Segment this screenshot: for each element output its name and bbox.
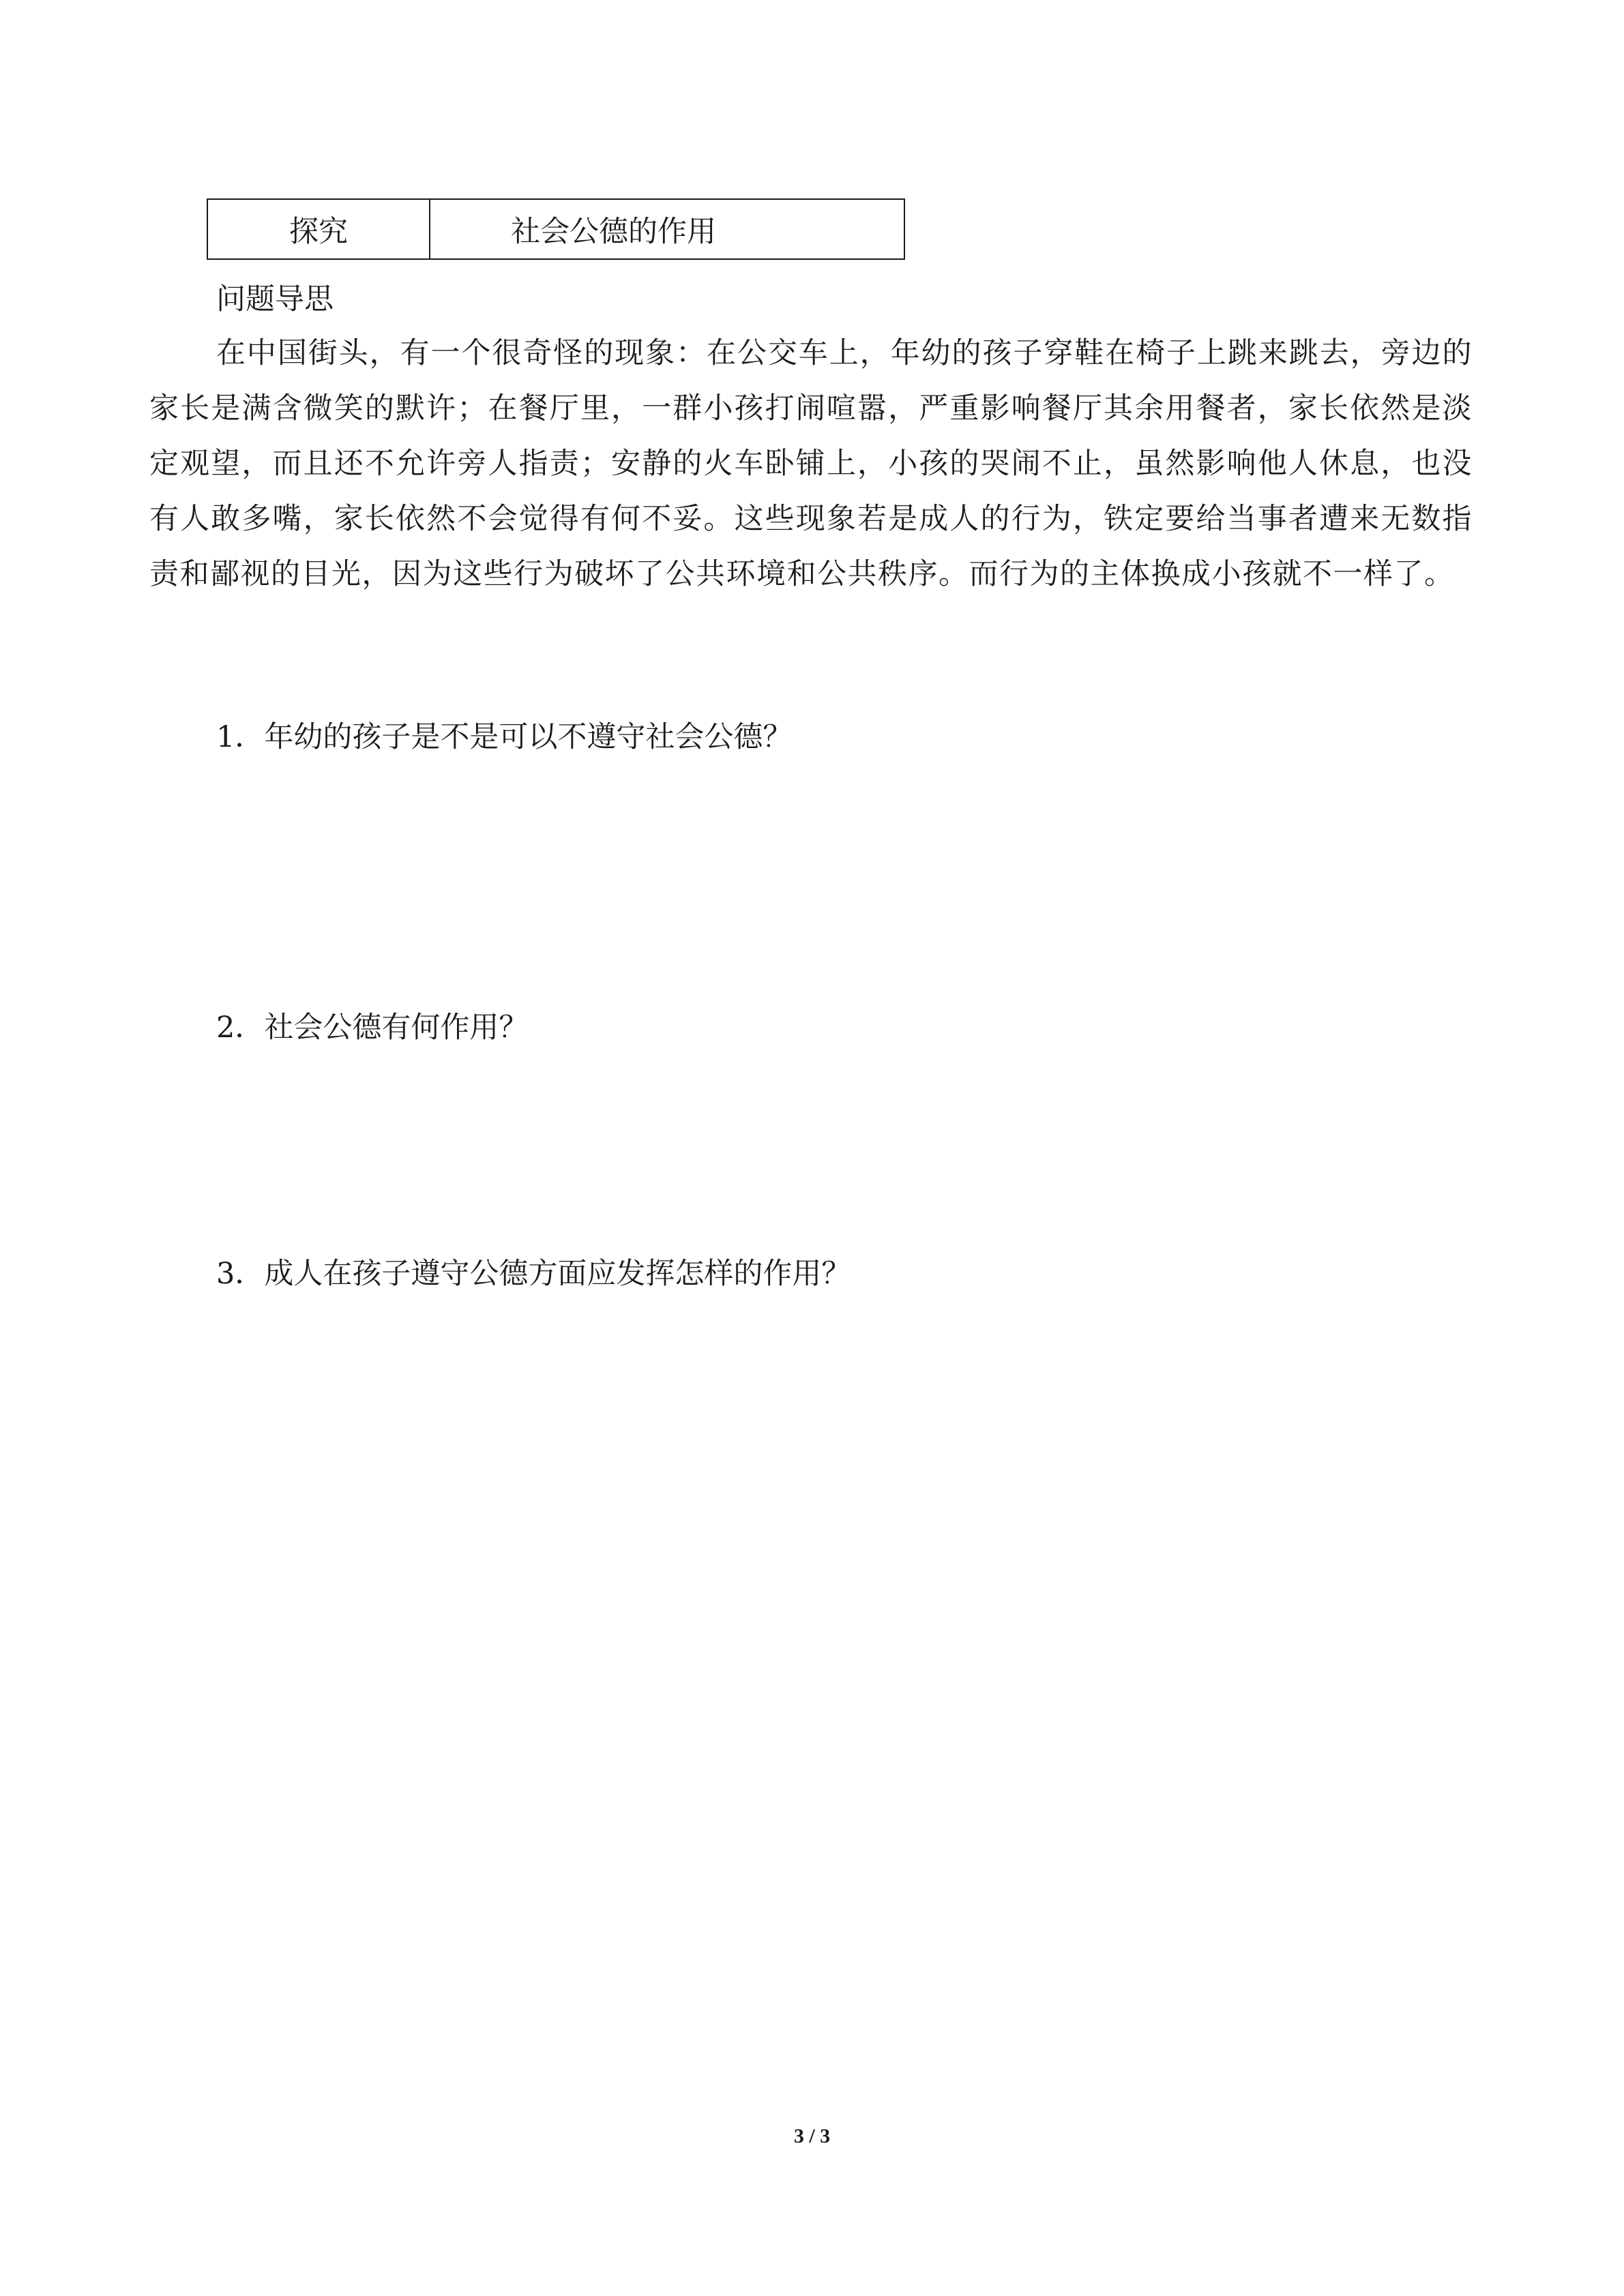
section-heading-table xyxy=(207,198,905,260)
page-number: 3 / 3 xyxy=(793,2125,831,2147)
passage-paragraph: 在中国街头，有一个很奇怪的现象：在公交车上，年幼的孩子穿鞋在椅子上跳来跳去，旁边的家长是满含微笑的默许；在餐厅里，一群小孩打闹喧嚣，严重影响餐厅其余用餐者，家长依然是淡定观望，而且还不允许旁人指责；安静的火车卧铺上，小孩的哭闹不止，虽然影响他人休息，也没有人敢多嘴，家长依然不会觉得有何不妥。这些现象若是成人的行为，铁定要给当事者遭来无数指责和鄙视的目光，因为这些行为破坏了公共环境和公共秩序。而行为的主体换成小孩就不一样了。 xyxy=(149,336,1473,591)
section-topic: 社会公德的作用 xyxy=(511,214,716,249)
question-1: 1．年幼的孩子是不是可以不遵守社会公德？ xyxy=(216,720,793,754)
question-2: 2．社会公德有何作用？ xyxy=(216,1011,529,1045)
section-label: 探究 xyxy=(208,200,430,258)
guide-title: 问题导思 xyxy=(216,282,334,316)
question-3: 3．成人在孩子遵守公德方面应发挥怎样的作用？ xyxy=(216,1257,851,1291)
